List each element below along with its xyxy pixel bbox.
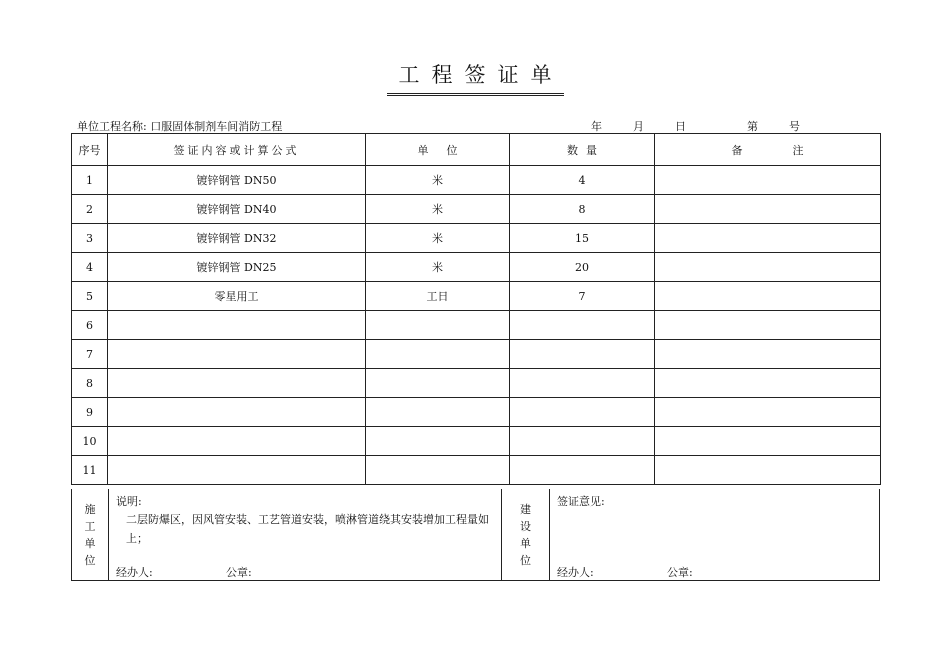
row-quantity: 4 xyxy=(510,166,655,195)
col-header-note: 备注 xyxy=(655,134,881,166)
owner-handler-label: 经办人: xyxy=(557,566,594,579)
contractor-label xyxy=(72,489,109,581)
row-number: 6 xyxy=(72,311,108,340)
visa-table xyxy=(71,133,881,485)
col-header-qty: 数量 xyxy=(510,134,655,166)
row-unit: 工日 xyxy=(366,282,510,311)
row-quantity: 20 xyxy=(510,253,655,282)
row-content xyxy=(108,340,366,369)
col-header-content: 签证内容或计算公式 xyxy=(108,134,366,166)
note-label: 说明: xyxy=(116,495,142,508)
project-name: 口服固体制剂车间消防工程 xyxy=(150,120,283,133)
owner-opinion-cell xyxy=(550,489,879,581)
project-line xyxy=(77,118,282,134)
day-label: 日 xyxy=(675,120,686,133)
row-unit: 米 xyxy=(366,253,510,282)
table-row xyxy=(72,369,881,398)
row-number: 9 xyxy=(72,398,108,427)
row-note xyxy=(655,253,881,282)
row-unit: 米 xyxy=(366,224,510,253)
owner-label-char: 单 xyxy=(520,537,531,550)
owner-label xyxy=(502,489,550,581)
month-label: 月 xyxy=(633,120,644,133)
owner-label-char: 设 xyxy=(520,520,531,533)
row-note xyxy=(655,340,881,369)
row-content xyxy=(108,369,366,398)
col-header-no: 序号 xyxy=(72,134,108,166)
row-content xyxy=(108,456,366,485)
row-quantity xyxy=(510,340,655,369)
col-header-unit: 单位 xyxy=(366,134,510,166)
table-row xyxy=(72,311,881,340)
row-quantity xyxy=(510,427,655,456)
row-content: 镀锌钢管 DN32 xyxy=(108,224,366,253)
row-number: 10 xyxy=(72,427,108,456)
row-unit xyxy=(366,456,510,485)
row-note xyxy=(655,427,881,456)
row-note xyxy=(655,398,881,427)
number-prefix: 第 xyxy=(747,120,758,133)
title-area xyxy=(0,62,950,96)
row-content: 镀锌钢管 DN50 xyxy=(108,166,366,195)
row-note xyxy=(655,166,881,195)
contractor-seal-label: 公章: xyxy=(226,566,252,579)
row-note xyxy=(655,195,881,224)
table-row xyxy=(72,195,881,224)
row-number: 1 xyxy=(72,166,108,195)
row-unit: 米 xyxy=(366,166,510,195)
row-note xyxy=(655,456,881,485)
table-row xyxy=(72,398,881,427)
contractor-label-char: 施 xyxy=(84,503,96,516)
row-quantity xyxy=(510,398,655,427)
table-row xyxy=(72,456,881,485)
note-text: 二层防爆区，因风管安装、工艺管道安装，喷淋管道绕其安装增加工程量如上； xyxy=(126,513,489,545)
row-content xyxy=(108,311,366,340)
number-suffix: 号 xyxy=(789,120,800,133)
row-number: 3 xyxy=(72,224,108,253)
row-content: 镀锌钢管 DN25 xyxy=(108,253,366,282)
project-label: 单位工程名称: xyxy=(77,120,147,133)
table-row xyxy=(72,253,881,282)
table-row xyxy=(72,282,881,311)
row-quantity xyxy=(510,456,655,485)
row-content: 零星用工 xyxy=(108,282,366,311)
row-content xyxy=(108,427,366,456)
signature-section xyxy=(71,489,880,581)
owner-seal-label: 公章: xyxy=(667,566,693,579)
row-number: 5 xyxy=(72,282,108,311)
contractor-handler-label: 经办人: xyxy=(116,566,153,579)
table-header-row xyxy=(72,134,881,166)
row-quantity xyxy=(510,311,655,340)
row-content xyxy=(108,398,366,427)
row-note xyxy=(655,224,881,253)
row-number: 8 xyxy=(72,369,108,398)
row-quantity: 8 xyxy=(510,195,655,224)
opinion-label: 签证意见: xyxy=(557,495,605,508)
year-label: 年 xyxy=(591,120,602,133)
row-note xyxy=(655,282,881,311)
date-number-line xyxy=(591,118,800,134)
row-quantity: 7 xyxy=(510,282,655,311)
row-number: 7 xyxy=(72,340,108,369)
table-row xyxy=(72,166,881,195)
row-content: 镀锌钢管 DN40 xyxy=(108,195,366,224)
contractor-note-cell xyxy=(109,489,502,581)
row-unit xyxy=(366,398,510,427)
row-note xyxy=(655,369,881,398)
table-row xyxy=(72,427,881,456)
row-unit xyxy=(366,311,510,340)
page-title: 工程签证单 xyxy=(387,62,564,96)
row-number: 2 xyxy=(72,195,108,224)
row-unit xyxy=(366,427,510,456)
row-note xyxy=(655,311,881,340)
row-quantity: 15 xyxy=(510,224,655,253)
table-row xyxy=(72,340,881,369)
owner-label-char: 位 xyxy=(520,554,531,567)
owner-label-char: 建 xyxy=(520,503,531,516)
row-unit xyxy=(366,340,510,369)
row-quantity xyxy=(510,369,655,398)
contractor-label-char: 工 xyxy=(84,520,96,533)
row-number: 4 xyxy=(72,253,108,282)
row-number: 11 xyxy=(72,456,108,485)
contractor-label-char: 位 xyxy=(84,554,96,567)
row-unit: 米 xyxy=(366,195,510,224)
row-unit xyxy=(366,369,510,398)
table-row xyxy=(72,224,881,253)
contractor-label-char: 单 xyxy=(84,537,96,550)
